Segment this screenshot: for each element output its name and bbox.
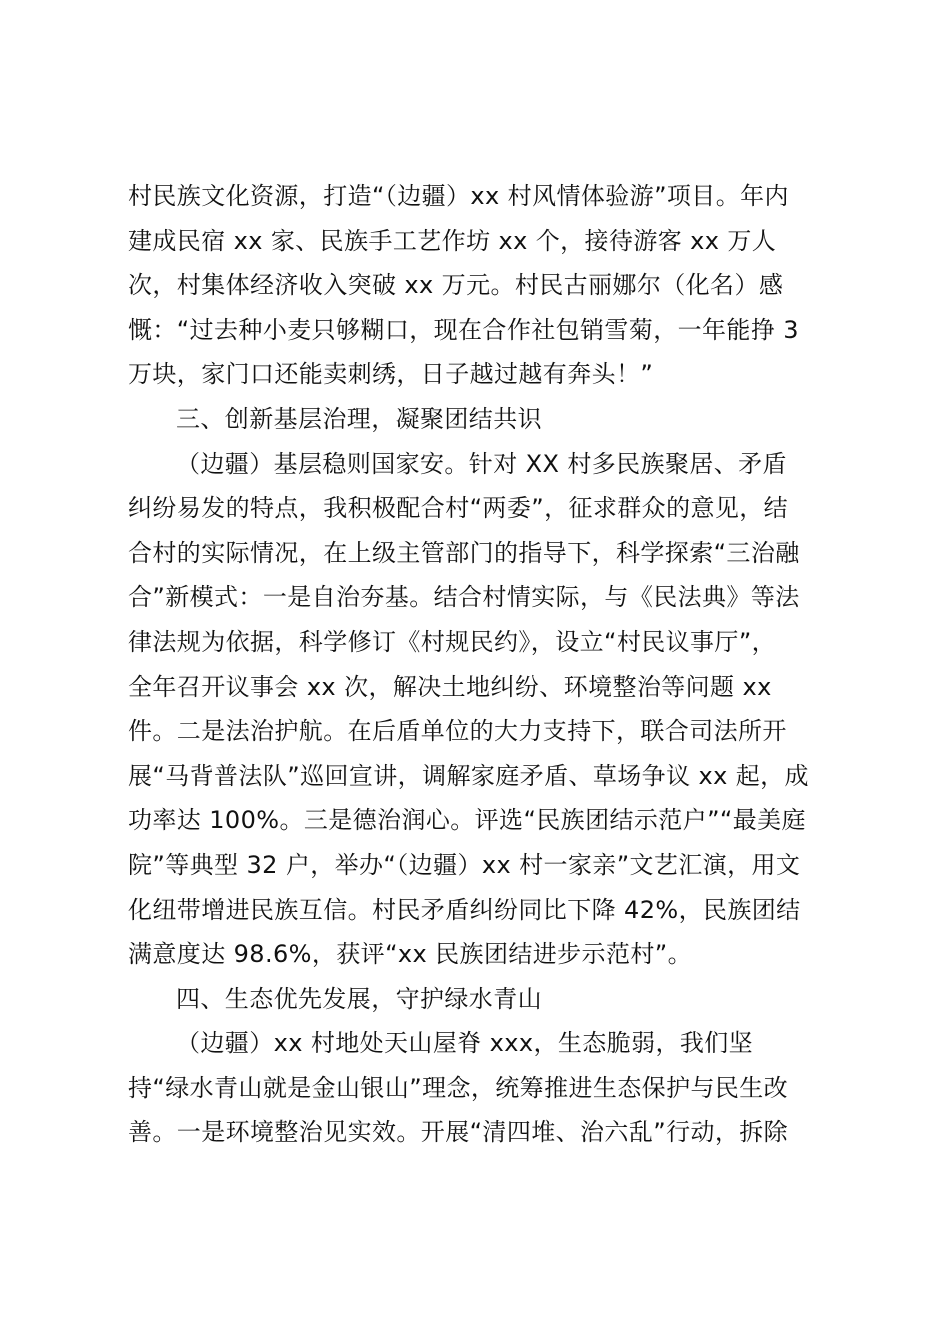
text-line: （边疆）xx 村地处天山屋脊 xxx，生态脆弱，我们坚 (176, 1029, 754, 1058)
text-line: 善。一是环境整治见实效。开展“清四堆、治六乱”行动，拆除 (128, 1118, 789, 1147)
text-line: 展“马背普法队”巡回宣讲，调解家庭矛盾、草场争议 xx 起，成 (128, 761, 809, 790)
text-line: 合村的实际情况，在上级主管部门的指导下，科学探索“三治融 (128, 538, 800, 567)
text-line: 满意度达 98.6%，获评“xx 民族团结进步示范村”。 (128, 940, 692, 969)
text-line: 建成民宿 xx 家、民族手工艺作坊 xx 个，接待游客 xx 万人 (128, 226, 777, 255)
text-line: 纠纷易发的特点，我积极配合村“两委”，征求群众的意见，结 (128, 494, 789, 523)
text-line: （边疆）基层稳则国家安。针对 XX 村多民族聚居、矛盾 (176, 449, 787, 478)
text-line: 万块，家门口还能卖刺绣，日子越过越有奔头！” (128, 360, 654, 389)
text-line: 化纽带增进民族互信。村民矛盾纠纷同比下降 42%，民族团结 (128, 895, 801, 924)
text-line: 院”等典型 32 户，举办“（边疆）xx 村一家亲”文艺汇演，用文 (128, 850, 801, 879)
body-text (128, 174, 838, 1155)
text-line: 持“绿水青山就是金山银山”理念，统筹推进生态保护与民生改 (128, 1073, 789, 1102)
text-line: 全年召开议事会 xx 次，解决土地纠纷、环境整治等问题 xx (128, 672, 772, 701)
text-line: 律法规为依据，科学修订《村规民约》，设立“村民议事厅”， (128, 627, 777, 656)
section-heading: 三、创新基层治理，凝聚团结共识 (176, 404, 542, 433)
text-line: 件。二是法治护航。在后盾单位的大力支持下，联合司法所开 (128, 717, 787, 746)
section-heading: 四、生态优先发展，守护绿水青山 (176, 984, 542, 1013)
text-line: 次，村集体经济收入突破 xx 万元。村民古丽娜尔（化名）感 (128, 271, 784, 300)
text-line: 合”新模式：一是自治夯基。结合村情实际，与《民法典》等法 (128, 583, 800, 612)
text-line: 功率达 100%。三是德治润心。评选“民族团结示范户”“最美庭 (128, 806, 806, 835)
text-line: 慨：“过去种小麦只够糊口，现在合作社包销雪菊，一年能挣 3 (128, 315, 799, 344)
text-line: 村民族文化资源，打造“（边疆）xx 村风情体验游”项目。年内 (128, 182, 789, 210)
